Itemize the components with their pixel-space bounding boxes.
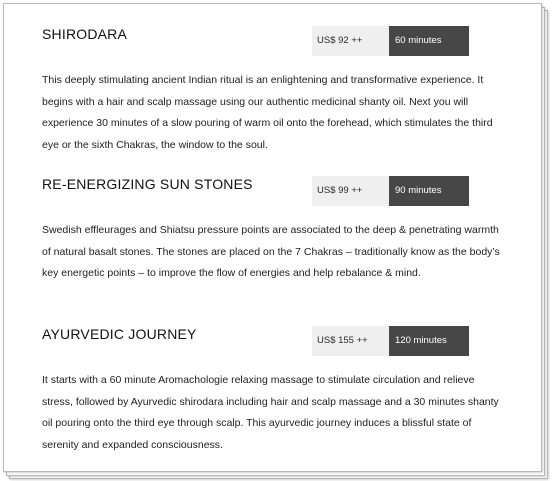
price-label: US$ 99 ++ (312, 176, 389, 206)
treatment-description: Swedish effleurages and Shiatsu pressure points are associated to the deep & penetrating warmth of natural basalt stones. The stones are placed on the 7 Chakras – traditionally know as the body’s key energetic points – to improve the flow of energies and help rebalance & mind. (42, 224, 500, 279)
price-label: US$ 155 ++ (312, 326, 389, 356)
treatment-menu-card (3, 3, 542, 472)
treatment-description: This deeply stimulating ancient Indian ritual is an enlightening and transformative experience. It begins with a hair and scalp massage using our authentic medicinal shanty oil. Next you will experience 30 minutes of a slow pouring of warm oil onto the forehead, which stimulates the third eye or the sixth Chakras, the window to the soul. (42, 74, 493, 151)
duration-badge: 90 minutes (389, 176, 469, 206)
treatment-title: RE-ENERGIZING SUN STONES (42, 176, 253, 192)
treatment-description: It starts with a 60 minute Aromachologie relaxing massage to stimulate circulation and relieve stress, followed by Ayurvedic shirodara including hair and scalp massage and a 30 minutes shanty oil pouring onto the third eye through scalp. This ayurvedic journey induces a blissful state of serenity and expanded consciousness. (42, 374, 499, 451)
duration-badge: 120 minutes (389, 326, 469, 356)
price-label: US$ 92 ++ (312, 26, 389, 56)
treatment-title: SHIRODARA (42, 26, 128, 42)
treatment-title: AYURVEDIC JOURNEY (42, 326, 197, 342)
duration-badge: 60 minutes (389, 26, 469, 56)
